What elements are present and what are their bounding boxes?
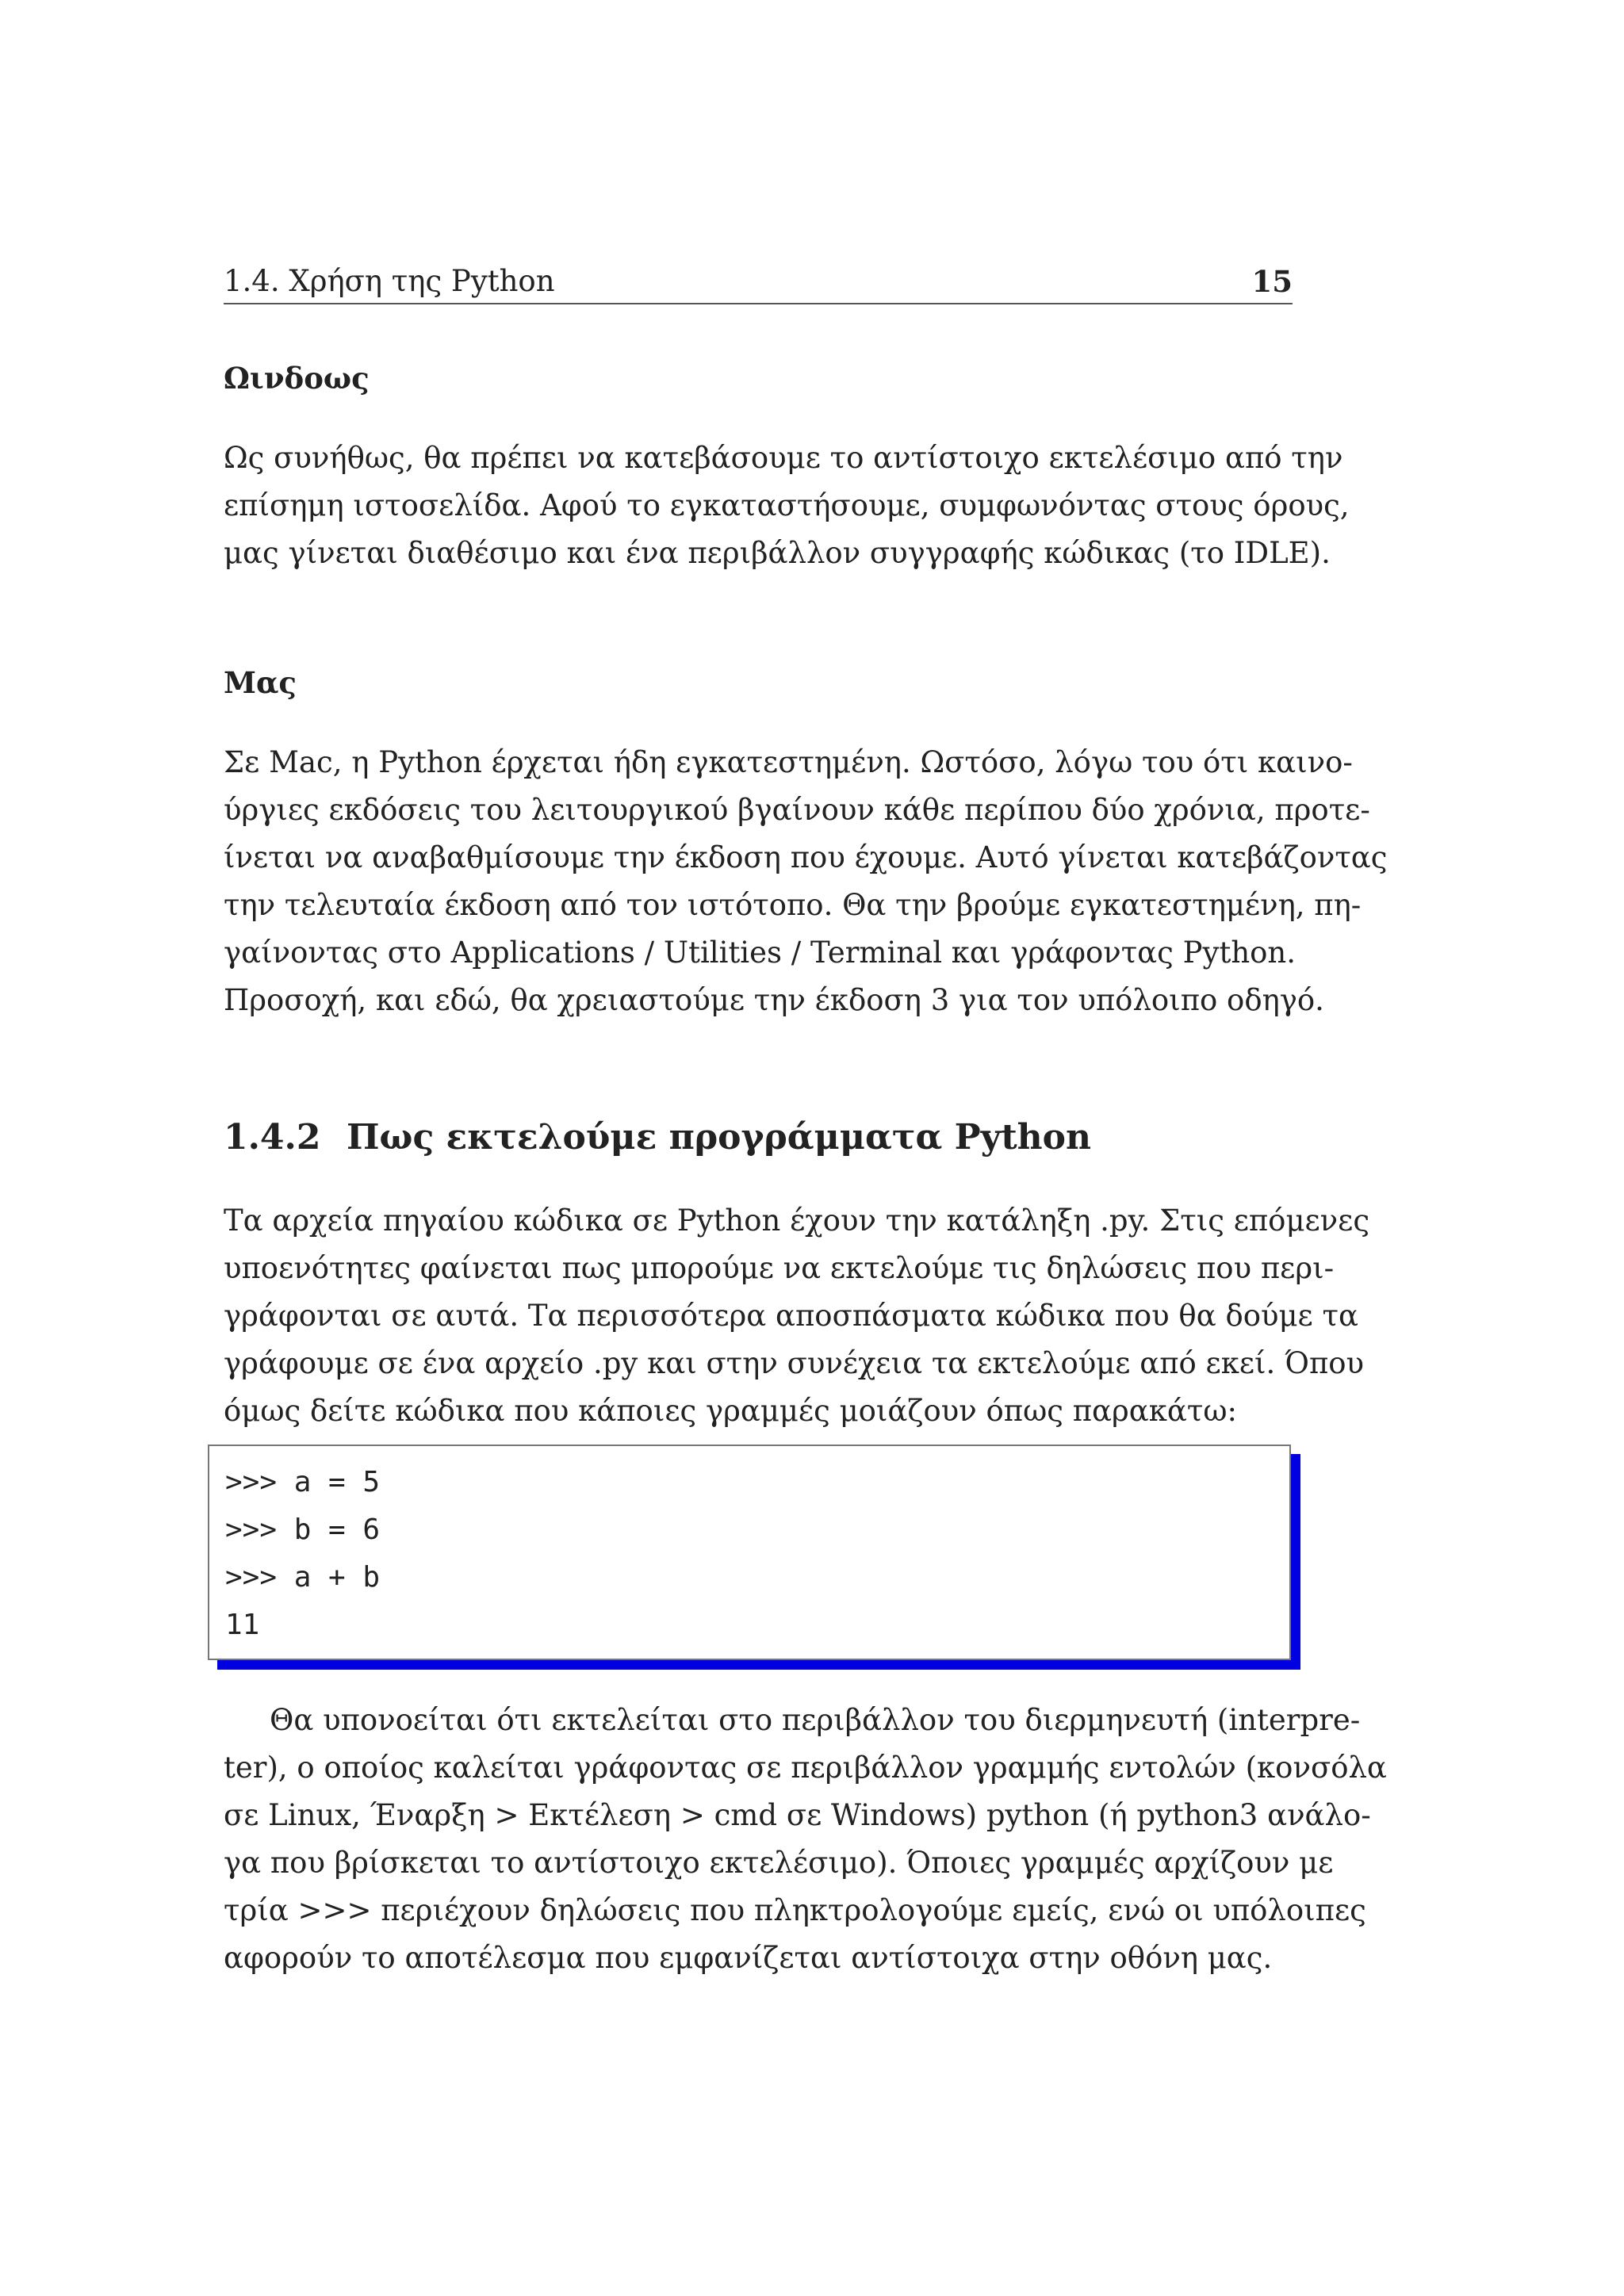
section-number: 1.4.2: [224, 1117, 321, 1158]
code-line: >>> a + b: [225, 1561, 381, 1594]
text-line: Θα υπονοείται ότι εκτελείται στο περιβάλλον του διερμηνευτή (interpre-: [270, 1703, 1361, 1737]
text-line: Σε Mac, η Python έρχεται ήδη εγκατεστημένη. Ωστόσο, λόγω του ότι καινο-: [224, 745, 1353, 779]
text-line: ίνεται να αναβαθμίσουμε την έκδοση που έχουμε. Αυτό γίνεται κατεβάζοντας: [224, 840, 1388, 874]
page-number: 15: [1251, 264, 1293, 299]
paragraph-windows: [224, 434, 1350, 577]
text-line: όμως δείτε κώδικα που κάποιες γραμμές μοιάζουν όπως παρακάτω:: [224, 1394, 1237, 1428]
code-line: >>> b = 6: [225, 1513, 381, 1546]
code-line: 11: [225, 1609, 260, 1641]
text-line: μας γίνεται διαθέσιμο και ένα περιβάλλον συγγραφής κώδικας (το IDLE).: [224, 536, 1331, 570]
header-section-ref: 1.4. Χρήση της Python: [224, 264, 555, 298]
text-line: Τα αρχεία πηγαίου κώδικα σε Python έχουν την κατάληξη .py. Στις επόμενες: [224, 1203, 1370, 1238]
paragraph-intro: [224, 1197, 1370, 1435]
subheading-windows: Ωινδοως: [224, 361, 370, 396]
text-line: γαίνοντας στο Applications / Utilities / Terminal και γράφοντας Python.: [224, 936, 1297, 970]
code-line: >>> a = 5: [225, 1466, 381, 1498]
text-line: γράφουμε σε ένα αρχείο .py και στην συνέχεια τα εκτελούμε από εκεί. Όπου: [224, 1346, 1365, 1380]
text-line: Προσοχή, και εδώ, θα χρειαστούμε την έκδοση 3 για τον υπόλοιπο οδηγό.: [224, 983, 1324, 1017]
text-line: ter), ο οποίος καλείται γράφοντας σε περιβάλλον γραμμής εντολών (κονσόλα: [224, 1751, 1387, 1785]
section-heading: [224, 1114, 1091, 1161]
running-header: [224, 260, 1293, 304]
code-block: [208, 1445, 1291, 1660]
subheading-mac: Μας: [224, 665, 297, 700]
text-line: ύργιες εκδόσεις του λειτουργικού βγαίνουν κάθε περίπου δύο χρόνια, προτε-: [224, 793, 1370, 827]
text-line: την τελευταία έκδοση από τον ιστότοπο. Θα την βρούμε εγκατεστημένη, πη-: [224, 888, 1362, 922]
text-line: τρία >>> περιέχουν δηλώσεις που πληκτρολογούμε εμείς, ενώ οι υπόλοιπες: [224, 1893, 1366, 1927]
text-line: επίσημη ιστοσελίδα. Αφού το εγκαταστήσουμε, συμφωνόντας στους όρους,: [224, 488, 1350, 522]
text-line: Ως συνήθως, θα πρέπει να κατεβάσουμε το αντίστοιχο εκτελέσιμο από την: [224, 441, 1343, 475]
text-line: υποενότητες φαίνεται πως μπορούμε να εκτελούμε τις δηλώσεις που περι-: [224, 1251, 1335, 1285]
paragraph-after-code: [224, 1697, 1387, 1982]
text-line: αφορούν το αποτέλεσμα που εμφανίζεται αντίστοιχα στην οθόνη μας.: [224, 1941, 1273, 1975]
text-line: σε Linux, Έναρξη > Εκτέλεση > cmd σε Windows) python (ή python3 ανάλο-: [224, 1798, 1371, 1832]
paragraph-mac: [224, 739, 1388, 1024]
text-line: γα που βρίσκεται το αντίστοιχο εκτελέσιμο). Όποιες γραμμές αρχίζουν με: [224, 1846, 1334, 1880]
text-line: γράφονται σε αυτά. Τα περισσότερα αποσπάσματα κώδικα που θα δούμε τα: [224, 1299, 1358, 1333]
section-title: Πως εκτελούμε προγράμματα Python: [347, 1117, 1091, 1158]
